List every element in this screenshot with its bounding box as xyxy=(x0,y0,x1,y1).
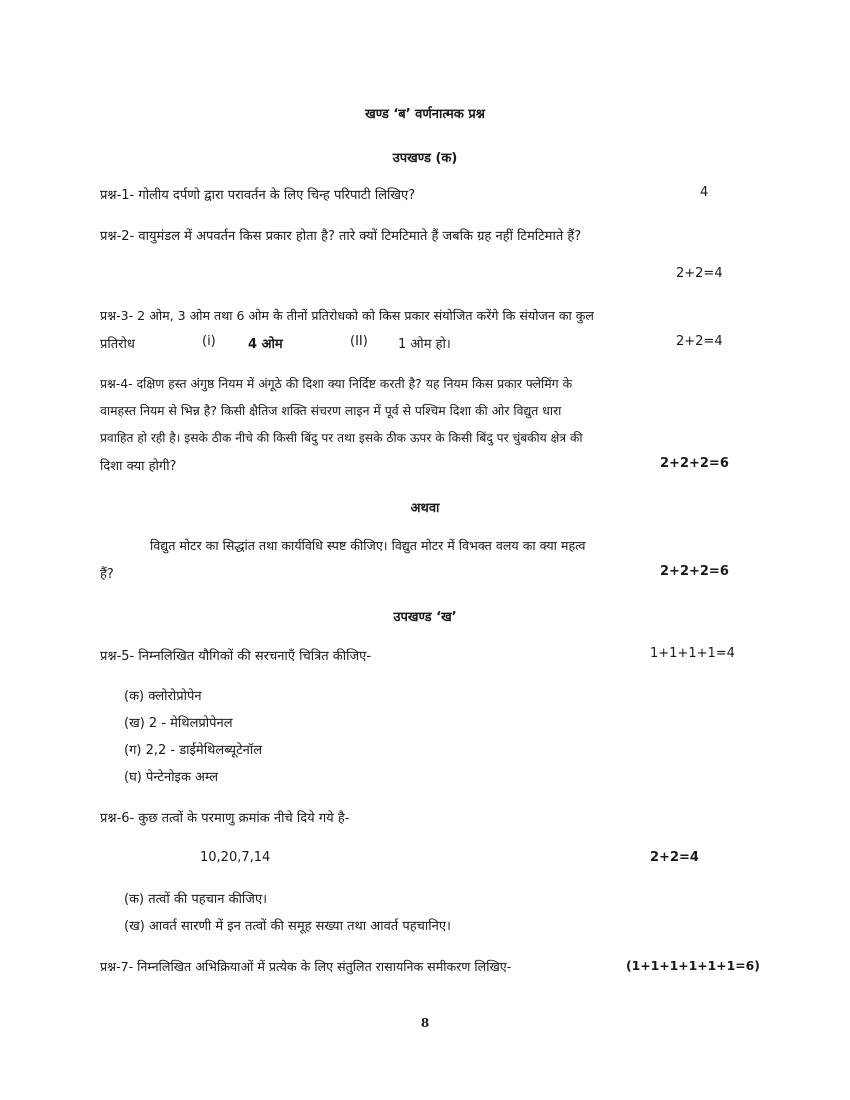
subsection-title-b: उपखण्ड ‘ख’ xyxy=(393,610,457,625)
question-3-marks: 2+2=4 xyxy=(676,334,723,349)
question-5-item-3: (ग) 2,2 - डाईमेथिलब्यूटेनॉल xyxy=(124,743,263,758)
page-number: 8 xyxy=(420,1016,430,1030)
question-4-line-3: प्रवाहित हो रही है। इसके ठीक नीचे की किसी बिंदु पर तथा इसके ठीक ऊपर के किसी बिंदु पर चुंबकीय क्षेत्र की xyxy=(100,431,583,445)
question-7: प्रश्न-7- निम्नलिखित अभिक्रियाओं में प्रत्येक के लिए संतुलित रासायनिक समीकरण लिखिए- xyxy=(100,959,512,974)
question-3-label: प्रतिरोध xyxy=(100,337,135,352)
question-4-alt-line-1: विद्युत मोटर का सिद्धांत तथा कार्यविधि स्पष्ट कीजिए। विद्युत मोटर में विभक्त वलय का क्या महत्व xyxy=(150,538,586,553)
question-3-option-2-number: (II) xyxy=(350,334,368,349)
question-5-item-4: (घ) पेन्टेनोइक अम्ल xyxy=(124,770,219,785)
question-4-alt-line-2: हैं? xyxy=(100,567,114,582)
question-6: प्रश्न-6- कुछ तत्वों के परमाणु क्रमांक नीचे दिये गये है- xyxy=(100,811,350,826)
question-6-marks: 2+2=4 xyxy=(650,850,699,865)
question-3-option-2-value: 1 ओम हो। xyxy=(398,337,451,352)
question-3-line-1: प्रश्न-3- 2 ओम, 3 ओम तथा 6 ओम के तीनों प्रतिरोधको को किस प्रकार संयोजित करेंगे कि संयोजन का कुल xyxy=(100,308,594,323)
subsection-title-a: उपखण्ड (क) xyxy=(392,151,458,166)
question-2-marks: 2+2=4 xyxy=(676,266,723,281)
question-1-marks: 4 xyxy=(700,185,709,200)
question-1: प्रश्न-1- गोलीय दर्पणो द्वारा परावर्तन के लिए चिन्ह परिपाटी लिखिए? xyxy=(100,188,416,203)
question-6-item-2: (ख) आवर्त सारणी में इन तत्वों की समूह सख्या तथा आवर्त पहचानिए। xyxy=(124,919,451,934)
question-5: प्रश्न-5- निम्नलिखित यौगिकों की सरचनाएँ चित्रित कीजिए- xyxy=(100,649,372,664)
or-label: अथवा xyxy=(410,501,440,516)
question-3-option-1-number: (i) xyxy=(202,334,216,349)
question-7-marks: (1+1+1+1+1+1=6) xyxy=(626,958,760,973)
question-5-item-1: (क) क्लोरोप्रोपेन xyxy=(124,689,202,704)
question-6-numbers: 10,20,7,14 xyxy=(200,850,271,865)
question-2: प्रश्न-2- वायुमंडल में अपवर्तन किस प्रकार होता है? तारे क्यों टिमटिमाते हैं जबकि ग्रह नहीं टिमटिमाते हैं? xyxy=(100,229,582,244)
section-title: खण्ड ‘ब’ वर्णनात्मक प्रश्न xyxy=(365,107,485,122)
question-4-line-2: वामहस्त नियम से भिन्न है? किसी क्षैतिज शक्ति संचरण लाइन में पूर्व से पश्चिम दिशा की ओर विद्युत धारा xyxy=(100,403,562,418)
question-5-marks: 1+1+1+1=4 xyxy=(650,646,735,661)
question-4-line-4: दिशा क्या होगी? xyxy=(100,459,177,474)
question-4-marks: 2+2+2=6 xyxy=(660,456,729,471)
question-6-item-1: (क) तत्वों की पहचान कीजिए। xyxy=(124,892,268,907)
question-4-alt-marks: 2+2+2=6 xyxy=(660,564,729,579)
question-4-line-1: प्रश्न-4- दक्षिण हस्त अंगुष्ठ नियम में अंगूठे की दिशा क्या निर्दिष्ट करती है? यह नियम किस प्रकार फ्लेमिंग के xyxy=(100,376,573,391)
question-3-option-1-value: 4 ओम xyxy=(248,337,283,352)
question-5-item-2: (ख) 2 - मेथिलप्रोपेनल xyxy=(124,716,233,731)
